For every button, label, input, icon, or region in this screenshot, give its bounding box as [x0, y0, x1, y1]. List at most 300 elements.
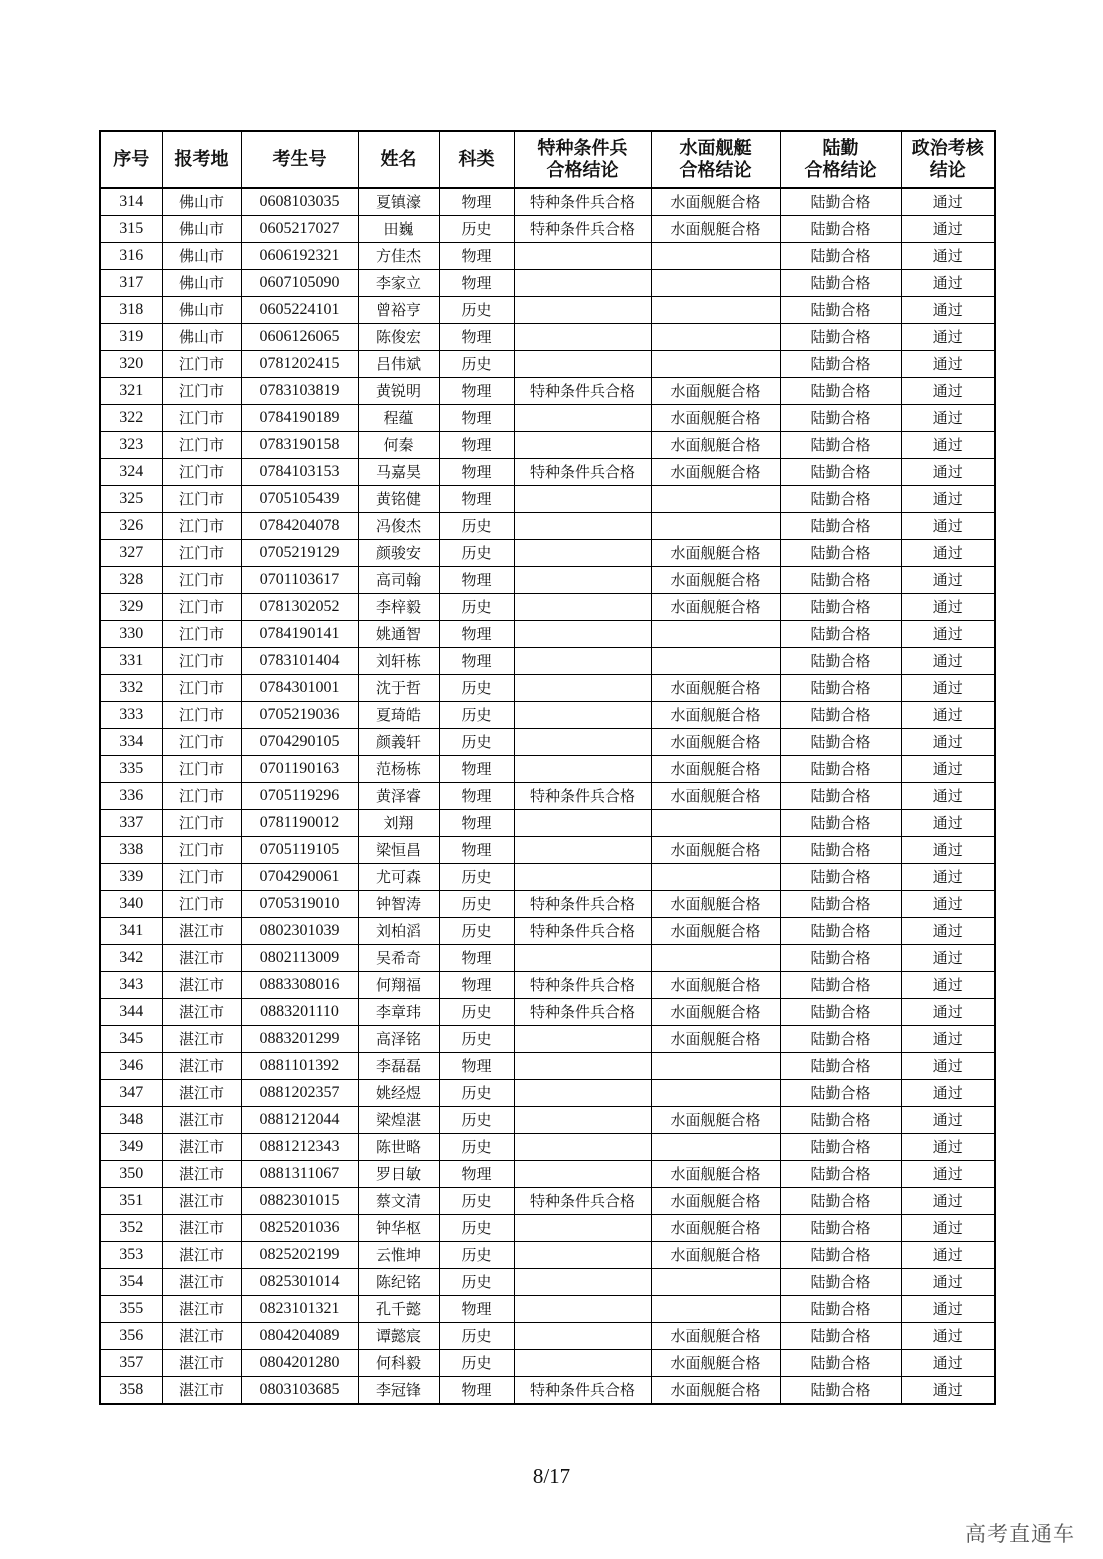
subject-cell: 物理 [439, 1296, 514, 1323]
subject-cell: 历史 [439, 1269, 514, 1296]
special-forces-cell [514, 405, 651, 432]
ground-duty-cell: 陆勤合格 [780, 567, 901, 594]
results-table [99, 130, 996, 1405]
location-cell: 江门市 [162, 702, 241, 729]
col-header-special-forces [514, 131, 651, 188]
subject-cell: 历史 [439, 999, 514, 1026]
surface-ship-cell: 水面舰艇合格 [651, 999, 780, 1026]
political-review-cell: 通过 [901, 540, 995, 567]
surface-ship-cell: 水面舰艇合格 [651, 540, 780, 567]
seq-cell: 358 [100, 1377, 162, 1405]
exam-id-cell: 0883201110 [241, 999, 358, 1026]
seq-cell: 328 [100, 567, 162, 594]
seq-cell: 320 [100, 351, 162, 378]
exam-id-cell: 0784204078 [241, 513, 358, 540]
ground-duty-cell: 陆勤合格 [780, 702, 901, 729]
location-cell: 佛山市 [162, 270, 241, 297]
surface-ship-cell: 水面舰艇合格 [651, 1242, 780, 1269]
political-review-cell: 通过 [901, 783, 995, 810]
surface-ship-cell: 水面舰艇合格 [651, 405, 780, 432]
special-forces-cell: 特种条件兵合格 [514, 188, 651, 216]
seq-cell: 348 [100, 1107, 162, 1134]
seq-cell: 349 [100, 1134, 162, 1161]
seq-cell: 354 [100, 1269, 162, 1296]
exam-id-cell: 0781202415 [241, 351, 358, 378]
special-forces-cell [514, 1242, 651, 1269]
header-row [100, 131, 995, 188]
location-cell: 佛山市 [162, 324, 241, 351]
subject-cell: 历史 [439, 297, 514, 324]
header-label-line: 合格结论 [679, 159, 752, 181]
political-review-cell: 通过 [901, 188, 995, 216]
subject-cell: 历史 [439, 918, 514, 945]
surface-ship-cell [651, 351, 780, 378]
exam-id-cell: 0606192321 [241, 243, 358, 270]
location-cell: 湛江市 [162, 1134, 241, 1161]
location-cell: 江门市 [162, 837, 241, 864]
location-cell: 湛江市 [162, 1107, 241, 1134]
subject-cell: 历史 [439, 351, 514, 378]
special-forces-cell [514, 1296, 651, 1323]
political-review-cell: 通过 [901, 999, 995, 1026]
table-row [100, 594, 995, 621]
subject-cell: 物理 [439, 945, 514, 972]
ground-duty-cell: 陆勤合格 [780, 675, 901, 702]
location-cell: 湛江市 [162, 1080, 241, 1107]
seq-cell: 324 [100, 459, 162, 486]
location-cell: 湛江市 [162, 1323, 241, 1350]
special-forces-cell: 特种条件兵合格 [514, 1377, 651, 1405]
ground-duty-cell: 陆勤合格 [780, 1080, 901, 1107]
exam-id-cell: 0784301001 [241, 675, 358, 702]
seq-cell: 350 [100, 1161, 162, 1188]
name-cell: 陈世略 [358, 1134, 439, 1161]
location-cell: 佛山市 [162, 216, 241, 243]
location-cell: 湛江市 [162, 945, 241, 972]
ground-duty-cell: 陆勤合格 [780, 729, 901, 756]
col-header-surface-ship [651, 131, 780, 188]
name-cell: 蔡文清 [358, 1188, 439, 1215]
seq-cell: 318 [100, 297, 162, 324]
ground-duty-cell: 陆勤合格 [780, 378, 901, 405]
location-cell: 江门市 [162, 405, 241, 432]
exam-id-cell: 0802113009 [241, 945, 358, 972]
subject-cell: 物理 [439, 1377, 514, 1405]
table-row [100, 459, 995, 486]
ground-duty-cell: 陆勤合格 [780, 297, 901, 324]
surface-ship-cell: 水面舰艇合格 [651, 729, 780, 756]
location-cell: 江门市 [162, 567, 241, 594]
special-forces-cell [514, 1323, 651, 1350]
name-cell: 黄泽睿 [358, 783, 439, 810]
surface-ship-cell: 水面舰艇合格 [651, 702, 780, 729]
location-cell: 湛江市 [162, 1053, 241, 1080]
location-cell: 江门市 [162, 513, 241, 540]
surface-ship-cell: 水面舰艇合格 [651, 1350, 780, 1377]
name-cell: 黄铭健 [358, 486, 439, 513]
location-cell: 湛江市 [162, 972, 241, 999]
seq-cell: 326 [100, 513, 162, 540]
political-review-cell: 通过 [901, 567, 995, 594]
col-header-subject [439, 131, 514, 188]
ground-duty-cell: 陆勤合格 [780, 1134, 901, 1161]
name-cell: 曾裕亨 [358, 297, 439, 324]
surface-ship-cell [651, 324, 780, 351]
table-row [100, 378, 995, 405]
name-cell: 罗日敏 [358, 1161, 439, 1188]
table-row [100, 1107, 995, 1134]
exam-id-cell: 0781190012 [241, 810, 358, 837]
special-forces-cell [514, 324, 651, 351]
special-forces-cell: 特种条件兵合格 [514, 999, 651, 1026]
seq-cell: 316 [100, 243, 162, 270]
special-forces-cell: 特种条件兵合格 [514, 459, 651, 486]
table-row [100, 891, 995, 918]
ground-duty-cell: 陆勤合格 [780, 1296, 901, 1323]
exam-id-cell: 0701190163 [241, 756, 358, 783]
special-forces-cell [514, 297, 651, 324]
name-cell: 夏镇濠 [358, 188, 439, 216]
table-row [100, 810, 995, 837]
name-cell: 陈纪铭 [358, 1269, 439, 1296]
political-review-cell: 通过 [901, 702, 995, 729]
ground-duty-cell: 陆勤合格 [780, 540, 901, 567]
exam-id-cell: 0881101392 [241, 1053, 358, 1080]
exam-id-cell: 0605217027 [241, 216, 358, 243]
exam-id-cell: 0881202357 [241, 1080, 358, 1107]
name-cell: 方佳杰 [358, 243, 439, 270]
subject-cell: 物理 [439, 756, 514, 783]
subject-cell: 物理 [439, 621, 514, 648]
subject-cell: 物理 [439, 324, 514, 351]
subject-cell: 历史 [439, 1107, 514, 1134]
location-cell: 江门市 [162, 783, 241, 810]
subject-cell: 历史 [439, 1134, 514, 1161]
col-header-name [358, 131, 439, 188]
special-forces-cell [514, 675, 651, 702]
table-body [100, 188, 995, 1404]
name-cell: 谭懿宸 [358, 1323, 439, 1350]
table-row [100, 1350, 995, 1377]
political-review-cell: 通过 [901, 675, 995, 702]
exam-id-cell: 0825301014 [241, 1269, 358, 1296]
special-forces-cell [514, 1134, 651, 1161]
special-forces-cell [514, 648, 651, 675]
table-row [100, 216, 995, 243]
subject-cell: 历史 [439, 513, 514, 540]
surface-ship-cell [651, 864, 780, 891]
name-cell: 高泽铭 [358, 1026, 439, 1053]
name-cell: 姚经煜 [358, 1080, 439, 1107]
exam-id-cell: 0701103617 [241, 567, 358, 594]
exam-id-cell: 0804204089 [241, 1323, 358, 1350]
table-row [100, 1134, 995, 1161]
exam-id-cell: 0704290105 [241, 729, 358, 756]
subject-cell: 物理 [439, 432, 514, 459]
surface-ship-cell: 水面舰艇合格 [651, 1107, 780, 1134]
subject-cell: 历史 [439, 864, 514, 891]
surface-ship-cell [651, 1296, 780, 1323]
table-row [100, 486, 995, 513]
table-row [100, 270, 995, 297]
surface-ship-cell [651, 621, 780, 648]
surface-ship-cell [651, 810, 780, 837]
ground-duty-cell: 陆勤合格 [780, 243, 901, 270]
name-cell: 何翔福 [358, 972, 439, 999]
subject-cell: 历史 [439, 891, 514, 918]
exam-id-cell: 0883308016 [241, 972, 358, 999]
political-review-cell: 通过 [901, 486, 995, 513]
table-row [100, 675, 995, 702]
surface-ship-cell [651, 486, 780, 513]
location-cell: 湛江市 [162, 1188, 241, 1215]
seq-cell: 321 [100, 378, 162, 405]
exam-id-cell: 0781302052 [241, 594, 358, 621]
seq-cell: 341 [100, 918, 162, 945]
table-row [100, 945, 995, 972]
subject-cell: 物理 [439, 837, 514, 864]
location-cell: 江门市 [162, 864, 241, 891]
surface-ship-cell [651, 1053, 780, 1080]
header-label-line: 姓名 [380, 148, 417, 170]
political-review-cell: 通过 [901, 243, 995, 270]
table-row [100, 999, 995, 1026]
subject-cell: 物理 [439, 459, 514, 486]
name-cell: 马嘉昊 [358, 459, 439, 486]
surface-ship-cell [651, 297, 780, 324]
table-row [100, 243, 995, 270]
exam-id-cell: 0825201036 [241, 1215, 358, 1242]
name-cell: 刘柏滔 [358, 918, 439, 945]
location-cell: 江门市 [162, 351, 241, 378]
table-row [100, 783, 995, 810]
exam-id-cell: 0882301015 [241, 1188, 358, 1215]
header-label-line: 政治考核 [911, 137, 984, 159]
seq-cell: 356 [100, 1323, 162, 1350]
seq-cell: 336 [100, 783, 162, 810]
ground-duty-cell: 陆勤合格 [780, 756, 901, 783]
table-row [100, 918, 995, 945]
name-cell: 程蕴 [358, 405, 439, 432]
header-label-line: 陆勤 [822, 137, 859, 159]
special-forces-cell [514, 756, 651, 783]
political-review-cell: 通过 [901, 1215, 995, 1242]
political-review-cell: 通过 [901, 1269, 995, 1296]
ground-duty-cell: 陆勤合格 [780, 837, 901, 864]
location-cell: 江门市 [162, 675, 241, 702]
name-cell: 李章玮 [358, 999, 439, 1026]
special-forces-cell [514, 837, 651, 864]
table-row [100, 1242, 995, 1269]
ground-duty-cell: 陆勤合格 [780, 864, 901, 891]
political-review-cell: 通过 [901, 270, 995, 297]
ground-duty-cell: 陆勤合格 [780, 621, 901, 648]
special-forces-cell [514, 1269, 651, 1296]
name-cell: 冯俊杰 [358, 513, 439, 540]
ground-duty-cell: 陆勤合格 [780, 1269, 901, 1296]
header-label-line: 结论 [929, 159, 966, 181]
special-forces-cell [514, 810, 651, 837]
table-row [100, 729, 995, 756]
special-forces-cell [514, 270, 651, 297]
exam-id-cell: 0705119105 [241, 837, 358, 864]
surface-ship-cell [651, 1134, 780, 1161]
seq-cell: 333 [100, 702, 162, 729]
name-cell: 李冠锋 [358, 1377, 439, 1405]
table-row [100, 1161, 995, 1188]
ground-duty-cell: 陆勤合格 [780, 513, 901, 540]
political-review-cell: 通过 [901, 1323, 995, 1350]
location-cell: 佛山市 [162, 188, 241, 216]
political-review-cell: 通过 [901, 378, 995, 405]
political-review-cell: 通过 [901, 1161, 995, 1188]
location-cell: 湛江市 [162, 1215, 241, 1242]
ground-duty-cell: 陆勤合格 [780, 810, 901, 837]
surface-ship-cell: 水面舰艇合格 [651, 378, 780, 405]
seq-cell: 353 [100, 1242, 162, 1269]
special-forces-cell: 特种条件兵合格 [514, 1188, 651, 1215]
subject-cell: 历史 [439, 1080, 514, 1107]
ground-duty-cell: 陆勤合格 [780, 216, 901, 243]
location-cell: 江门市 [162, 891, 241, 918]
surface-ship-cell: 水面舰艇合格 [651, 837, 780, 864]
seq-cell: 344 [100, 999, 162, 1026]
special-forces-cell [514, 621, 651, 648]
special-forces-cell [514, 1053, 651, 1080]
special-forces-cell [514, 243, 651, 270]
location-cell: 佛山市 [162, 243, 241, 270]
name-cell: 李磊磊 [358, 1053, 439, 1080]
table-row [100, 513, 995, 540]
table-header [100, 131, 995, 188]
table-row [100, 188, 995, 216]
subject-cell: 物理 [439, 810, 514, 837]
surface-ship-cell [651, 648, 780, 675]
subject-cell: 物理 [439, 972, 514, 999]
subject-cell: 历史 [439, 1215, 514, 1242]
name-cell: 姚通智 [358, 621, 439, 648]
ground-duty-cell: 陆勤合格 [780, 594, 901, 621]
political-review-cell: 通过 [901, 1026, 995, 1053]
surface-ship-cell: 水面舰艇合格 [651, 1323, 780, 1350]
table-row [100, 567, 995, 594]
ground-duty-cell: 陆勤合格 [780, 432, 901, 459]
political-review-cell: 通过 [901, 405, 995, 432]
surface-ship-cell: 水面舰艇合格 [651, 459, 780, 486]
name-cell: 梁煌湛 [358, 1107, 439, 1134]
header-label-line: 合格结论 [804, 159, 877, 181]
ground-duty-cell: 陆勤合格 [780, 945, 901, 972]
special-forces-cell [514, 1215, 651, 1242]
political-review-cell: 通过 [901, 432, 995, 459]
political-review-cell: 通过 [901, 1107, 995, 1134]
subject-cell: 历史 [439, 675, 514, 702]
name-cell: 尤可森 [358, 864, 439, 891]
name-cell: 刘翔 [358, 810, 439, 837]
surface-ship-cell: 水面舰艇合格 [651, 972, 780, 999]
ground-duty-cell: 陆勤合格 [780, 270, 901, 297]
political-review-cell: 通过 [901, 1080, 995, 1107]
surface-ship-cell: 水面舰艇合格 [651, 1188, 780, 1215]
exam-id-cell: 0783101404 [241, 648, 358, 675]
table-row [100, 702, 995, 729]
location-cell: 江门市 [162, 459, 241, 486]
ground-duty-cell: 陆勤合格 [780, 486, 901, 513]
exam-id-cell: 0705219036 [241, 702, 358, 729]
surface-ship-cell [651, 243, 780, 270]
surface-ship-cell: 水面舰艇合格 [651, 567, 780, 594]
seq-cell: 357 [100, 1350, 162, 1377]
location-cell: 湛江市 [162, 1026, 241, 1053]
subject-cell: 历史 [439, 216, 514, 243]
name-cell: 刘轩栋 [358, 648, 439, 675]
surface-ship-cell: 水面舰艇合格 [651, 1215, 780, 1242]
table-row [100, 864, 995, 891]
subject-cell: 物理 [439, 378, 514, 405]
special-forces-cell: 特种条件兵合格 [514, 216, 651, 243]
table-row [100, 1053, 995, 1080]
special-forces-cell [514, 567, 651, 594]
seq-cell: 323 [100, 432, 162, 459]
subject-cell: 物理 [439, 1161, 514, 1188]
ground-duty-cell: 陆勤合格 [780, 972, 901, 999]
political-review-cell: 通过 [901, 459, 995, 486]
political-review-cell: 通过 [901, 891, 995, 918]
table-row [100, 1215, 995, 1242]
location-cell: 江门市 [162, 756, 241, 783]
table-row [100, 1026, 995, 1053]
seq-cell: 325 [100, 486, 162, 513]
special-forces-cell [514, 1080, 651, 1107]
political-review-cell: 通过 [901, 1188, 995, 1215]
ground-duty-cell: 陆勤合格 [780, 1215, 901, 1242]
political-review-cell: 通过 [901, 1296, 995, 1323]
political-review-cell: 通过 [901, 1242, 995, 1269]
ground-duty-cell: 陆勤合格 [780, 188, 901, 216]
surface-ship-cell: 水面舰艇合格 [651, 1161, 780, 1188]
political-review-cell: 通过 [901, 1377, 995, 1405]
table-row [100, 837, 995, 864]
ground-duty-cell: 陆勤合格 [780, 459, 901, 486]
ground-duty-cell: 陆勤合格 [780, 351, 901, 378]
political-review-cell: 通过 [901, 972, 995, 999]
exam-id-cell: 0705219129 [241, 540, 358, 567]
special-forces-cell [514, 1107, 651, 1134]
special-forces-cell [514, 702, 651, 729]
political-review-cell: 通过 [901, 1134, 995, 1161]
political-review-cell: 通过 [901, 729, 995, 756]
subject-cell: 物理 [439, 486, 514, 513]
seq-cell: 331 [100, 648, 162, 675]
special-forces-cell [514, 594, 651, 621]
table-row [100, 1080, 995, 1107]
exam-id-cell: 0802301039 [241, 918, 358, 945]
table-row [100, 432, 995, 459]
table-row [100, 621, 995, 648]
seq-cell: 330 [100, 621, 162, 648]
seq-cell: 337 [100, 810, 162, 837]
surface-ship-cell [651, 1080, 780, 1107]
surface-ship-cell: 水面舰艇合格 [651, 432, 780, 459]
surface-ship-cell: 水面舰艇合格 [651, 675, 780, 702]
name-cell: 何科毅 [358, 1350, 439, 1377]
surface-ship-cell: 水面舰艇合格 [651, 1377, 780, 1405]
exam-id-cell: 0783190158 [241, 432, 358, 459]
exam-id-cell: 0803103685 [241, 1377, 358, 1405]
special-forces-cell: 特种条件兵合格 [514, 783, 651, 810]
exam-id-cell: 0608103035 [241, 188, 358, 216]
name-cell: 李家立 [358, 270, 439, 297]
